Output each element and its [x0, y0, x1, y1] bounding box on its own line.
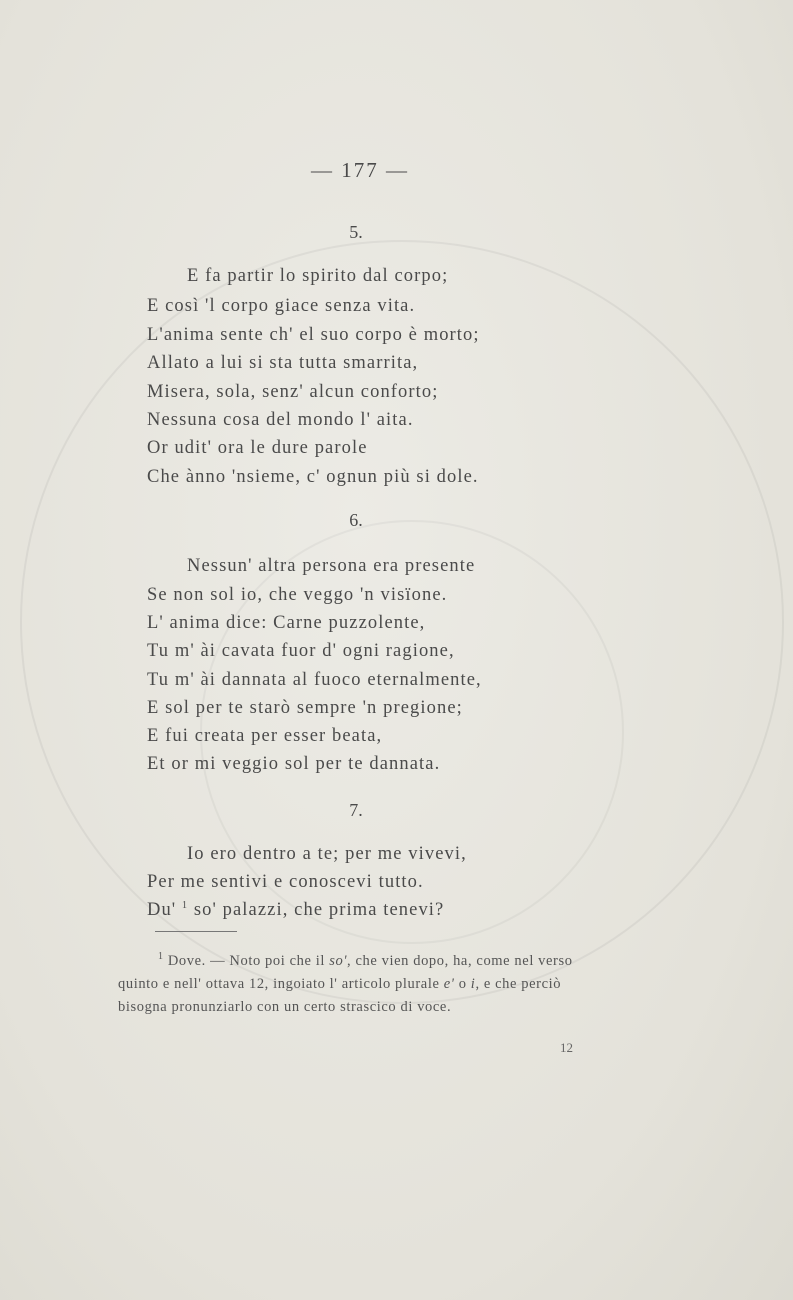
footnote-text: Dove. — Noto poi che il: [167, 952, 330, 969]
stanza-number-6: 6.: [349, 510, 363, 530]
verse-line: Et or mi veggio sol per te dannata.: [147, 754, 441, 774]
footnote-italic: so': [329, 952, 348, 969]
verse-line: E fa partir lo spirito dal corpo;: [187, 266, 449, 286]
verse-line-with-footnote: [147, 900, 444, 921]
verse-line: E così 'l corpo giace senza vita.: [147, 296, 416, 316]
page-number: — 177 —: [311, 158, 409, 182]
verse-line: Allato a lui si sta tutta smarrita,: [147, 353, 419, 373]
footnote-text: , e che perciò bisogna pronunziarlo con un certo strascico di voce.: [118, 975, 562, 1015]
verse-line: E fui creata per esser beata,: [147, 726, 383, 746]
stanza-number-5: 5.: [349, 222, 363, 242]
verse-line: Se non sol io, che veggo 'n visïone.: [147, 585, 448, 605]
stanza-number-7: 7.: [349, 800, 363, 820]
footnote-divider: [155, 931, 237, 932]
verse-line: E sol per te starò sempre 'n pregione;: [147, 698, 463, 718]
verse-line: Tu m' ài dannata al fuoco eternalmente,: [147, 670, 482, 690]
verse-line: Per me sentivi e conoscevi tutto.: [147, 872, 424, 892]
footnote-italic: i: [470, 975, 476, 992]
footnote: [118, 945, 598, 1019]
verse-text: Du': [147, 900, 177, 921]
verse-line: Misera, sola, senz' alcun conforto;: [147, 382, 439, 402]
verse-line: Nessun' altra persona era presente: [187, 556, 476, 576]
verse-line: Nessuna cosa del mondo l' aita.: [147, 410, 414, 430]
footnote-marker: 1: [158, 951, 164, 962]
footnote-text: , che vien dopo, ha, come nel verso quinto e nell' ottava 12, ingoiato l' articolo plurale: [118, 952, 573, 992]
verse-line: L'anima sente ch' el suo corpo è morto;: [147, 325, 480, 345]
verse-line: Io ero dentro a te; per me vivevi,: [187, 844, 467, 864]
verse-line: L' anima dice: Carne puzzolente,: [147, 613, 426, 633]
footnote-text: o: [454, 975, 471, 992]
verse-line: Che ànno 'nsieme, c' ognun più si dole.: [147, 467, 479, 487]
signature-mark: 12: [560, 1040, 573, 1055]
footnote-italic: e': [443, 975, 455, 992]
verse-text: so' palazzi, che prima tenevi?: [193, 900, 445, 921]
verse-line: Or udit' ora le dure parole: [147, 438, 368, 458]
verse-line: Tu m' ài cavata fuor d' ogni ragione,: [147, 641, 455, 661]
footnote-ref-marker: 1: [181, 900, 189, 911]
